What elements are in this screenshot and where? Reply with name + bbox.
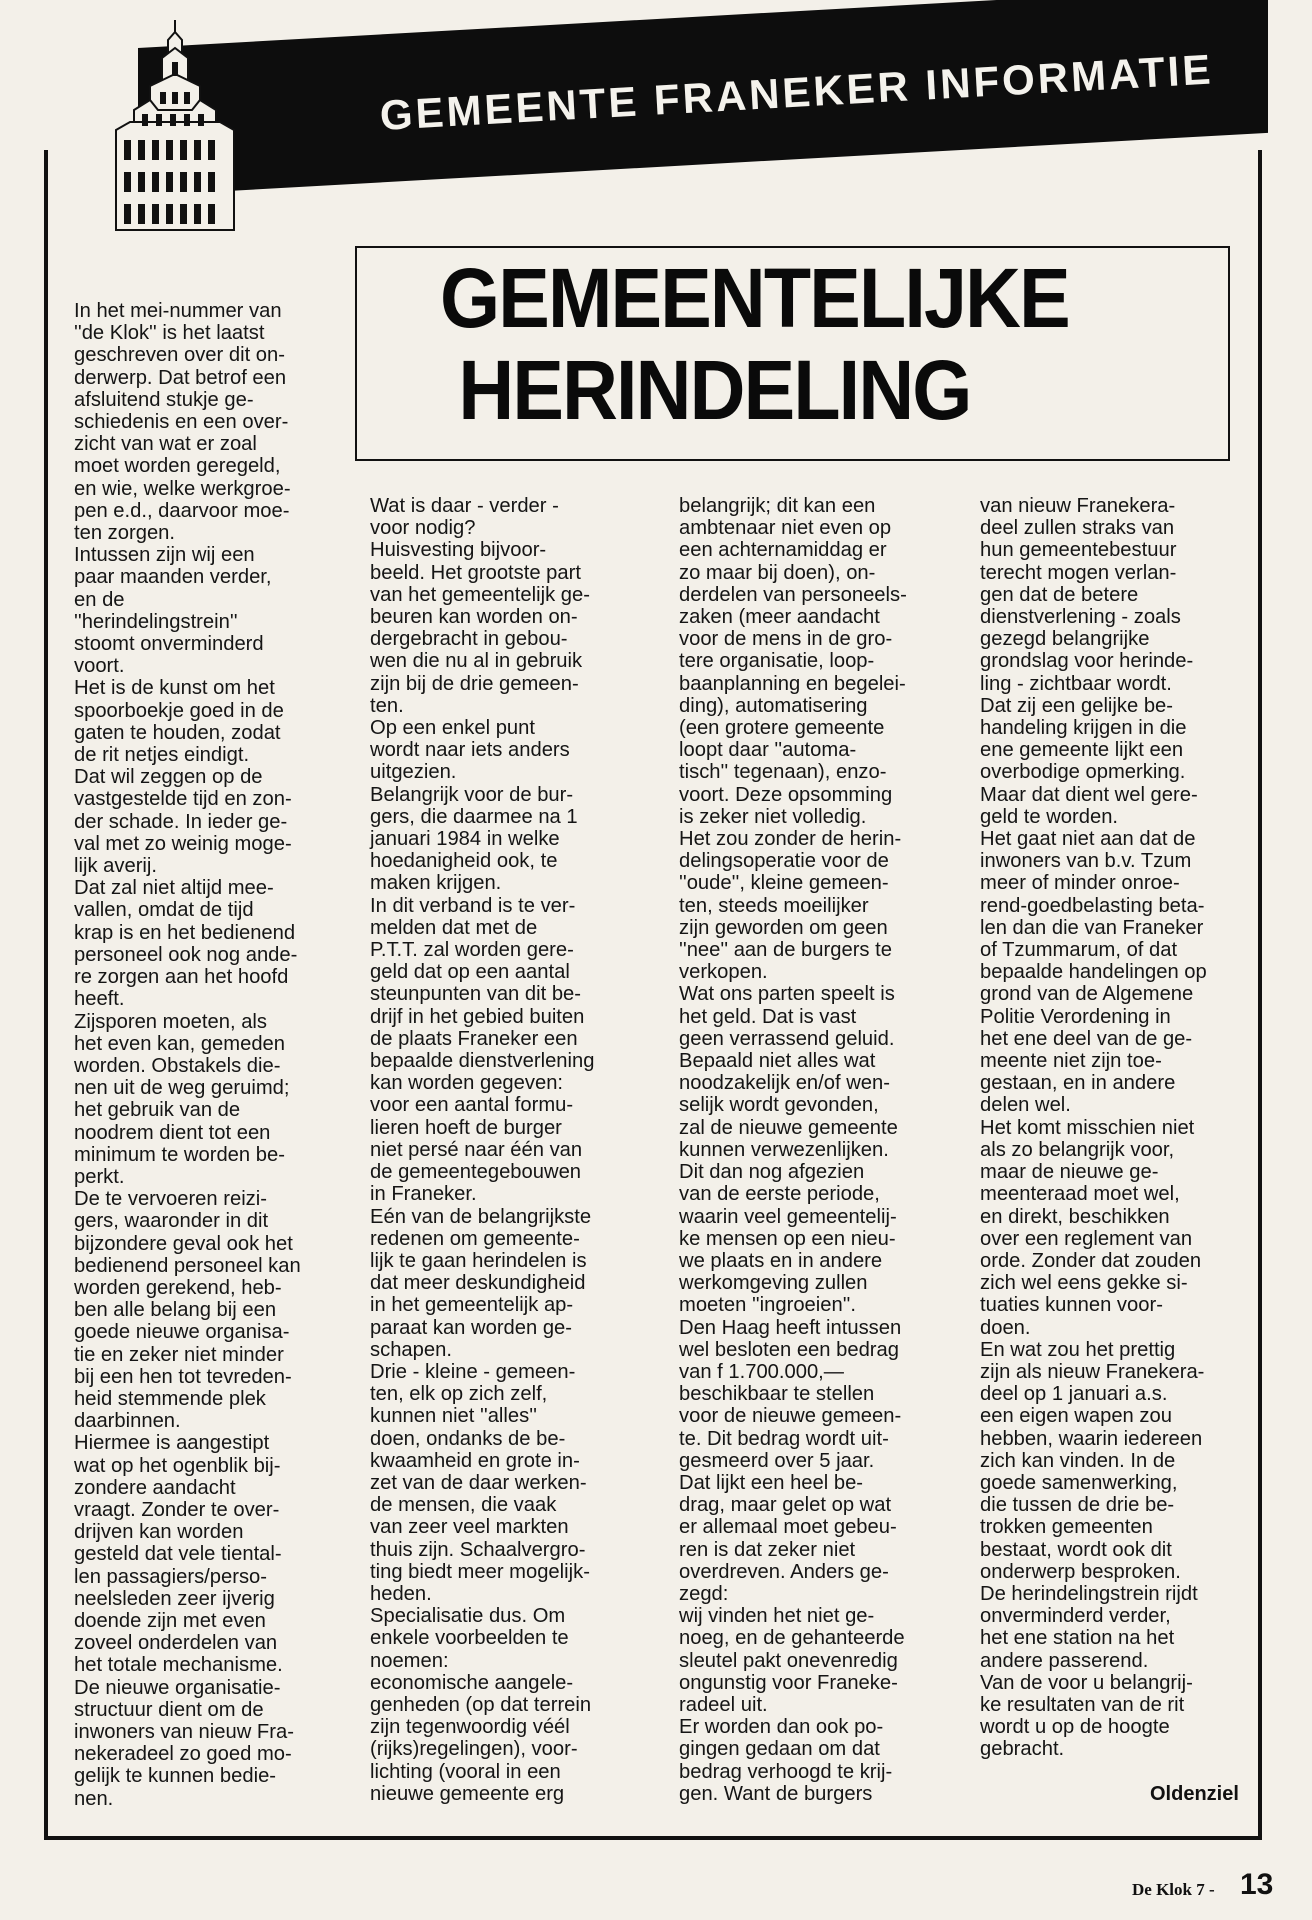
headline-line-1: GEMEENTELIJKE [440,251,1069,345]
author-signature: Oldenziel [1150,1783,1239,1805]
footer-magazine-label: De Klok 7 [1132,1880,1205,1899]
article-column-2: Wat is daar - verder - voor nodig? Huisvesting bijvoor- beeld. Het grootste part van het gemeentelijk ge- beuren kan worden on- dergebracht in gebou- wen die nu al in gebruik zijn bij de drie gemeen- ten. Op een enkel punt wordt naar iets anders uitgezien. Belangrijk voor de bur- gers, die daarmee na 1 januari 1984 in welke hoedanigheid ook, te maken krijgen. In dit verband is te ver- melden dat met de P.T.T. zal worden gere- geld dat op een aantal steunpunten van dit be- drijf in het gebied buiten de plaats Franeker een bepaalde dienstverlening kan worden gegeven: voor een aantal formu- lieren hoeft de burger niet persé naar één van de gemeentegebouwen in Franeker. Eén van de belangrijkste redenen om gemeente- lijk te gaan herindelen is dat meer deskundigheid in het gemeentelijk ap- paraat kan worden ge- schapen. Drie - kleine - gemeen- ten, elk op zich zelf, kunnen niet ''alles'' doen, ondanks de be- kwaamheid en grote in- zet van de daar werken- de mensen, die vaak van zeer veel markten thuis zijn. Schaalvergro- ting biedt meer mogelijk- heden. Specialisatie dus. Om enkele voorbeelden te noemen: economische aangele- genheden (op dat terrein zijn tegenwoordig véél (rijks)regelingen), voor- lichting (vooral in een nieuwe gemeente erg [370,495,595,1805]
article-headline [440,252,1069,436]
headline-line-2: HERINDELING [458,343,971,437]
footer-magazine-name [1132,1880,1215,1900]
article-column-3: belangrijk; dit kan een ambtenaar niet even op een achternamiddag er zo maar bij doen), on- derdelen van personeels- zaken (meer aandacht voor de mens in de gro- tere organisatie, loop- baanplanning en begelei- ding), automatisering (een grotere gemeente loopt daar ''automa- tisch'' tegenaan), enzo- voort. Deze opsomming is zeker niet volledig. Het zou zonder de herin- delingsoperatie voor de ''oude'', kleine gemeen- ten, steeds moeilijker zijn geworden om geen ''nee'' aan de burgers te verkopen. Wat ons parten speelt is het geld. Dat is vast geen verrassend geluid. Bepaald niet alles wat noodzakelijk en/of wen- selijk wordt gevonden, zal de nieuwe gemeente kunnen verwezenlijken. Dit dan nog afgezien van de eerste periode, waarin veel gemeentelij- ke mensen op een nieu- we plaats en in andere werkomgeving zullen moeten ''ingroeien''. Den Haag heeft intussen wel besloten een bedrag van f 1.700.000,— beschikbaar te stellen voor de nieuwe gemeen- te. Dit bedrag wordt uit- gesmeerd over 5 jaar. Dat lijkt een heel be- drag, maar gelet op wat er allemaal moet gebeu- ren is dat zeker niet overdreven. Anders ge- zegd: wij vinden het niet ge- noeg, en de gehanteerde sleutel pakt onevenredig ongunstig voor Franeke- radeel uit. Er worden dan ook po- gingen gedaan om dat bedrag verhoogd te krij- gen. Want de burgers [679,495,907,1805]
article-column-1: In het mei-nummer van ''de Klok'' is het laatst geschreven over dit on- derwerp. Dat betrof een afsluitend stukje ge- schiedenis en een over- zicht van wat er zoal moet worden geregeld, en wie, welke werkgroe- pen e.d., daarvoor moe- ten zorgen. Intussen zijn wij een paar maanden verder, en de ''herindelingstrein'' stoomt onverminderd voort. Het is de kunst om het spoorboekje goed in de gaten te houden, zodat de rit netjes eindigt. Dat wil zeggen op de vastgestelde tijd en zon- der schade. In ieder ge- val met zo weinig moge- lijk averij. Dat zal niet altijd mee- vallen, omdat de tijd krap is en het bedienend personeel ook nog ande- re zorgen aan het hoofd heeft. Zijsporen moeten, als het even kan, gemeden worden. Obstakels die- nen uit de weg geruimd; het gebruik van de noodrem dient tot een minimum te worden be- perkt. De te vervoeren reizi- gers, waaronder in dit bijzondere geval ook het bedienend personeel kan worden gerekend, heb- ben alle belang bij een goede nieuwe organisa- tie en zeker niet minder bij een hen tot tevreden- heid stemmende plek daarbinnen. Hiermee is aangestipt wat op het ogenblik bij- zondere aandacht vraagt. Zonder te over- drijven kan worden gesteld dat vele tiental- len passagiers/perso- neelsleden zeer ijverig doende zijn met even zoveel onderdelen van het totale mechanisme. De nieuwe organisatie- structuur dient om de inwoners van nieuw Fra- nekeradeel zo goed mo- gelijk te kunnen bedie- nen. [74,300,301,1810]
article-column-4: van nieuw Franekera- deel zullen straks van hun gemeentebestuur terecht mogen verlan- gen dat de betere dienstverlening - zoals gezegd belangrijke grondslag voor herinde- ling - zichtbaar wordt. Dat zij een gelijke be- handeling krijgen in die ene gemeente lijkt een overbodige opmerking. Maar dat dient wel gere- geld te worden. Het gaat niet aan dat de inwoners van b.v. Tzum meer of minder onroe- rend-goedbelasting beta- len dan die van Franeker of Tzummarum, of dat bepaalde handelingen op grond van de Algemene Politie Verordening in het ene deel van de ge- meente niet zijn toe- gestaan, en in andere delen wel. Het komt misschien niet als zo belangrijk voor, maar de nieuwe ge- meenteraad moet wel, en direkt, beschikken over een reglement van orde. Zonder dat zouden zich wel eens gekke si- tuaties kunnen voor- doen. En wat zou het prettig zijn als nieuw Franekera- deel op 1 januari a.s. een eigen wapen zou hebben, waarin iedereen zich kan vinden. In de goede samenwerking, die tussen de drie be- trokken gemeenten bestaat, wordt ook dit onderwerp besproken. De herindelingstrein rijdt onverminderd verder, het ene station na het andere passerend. Van de voor u belangrij- ke resultaten van de rit wordt u op de hoogte gebracht. [980,495,1207,1761]
footer-separator: - [1208,1880,1215,1899]
footer-page-number: 13 [1240,1868,1274,1901]
banner-title: GEMEENTE FRANEKER INFORMATIE [378,45,1215,139]
